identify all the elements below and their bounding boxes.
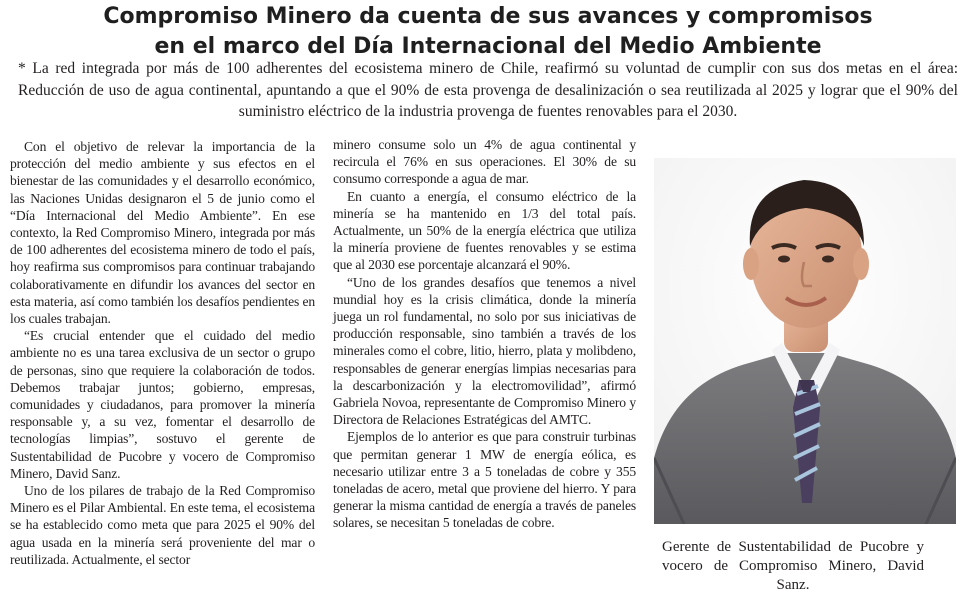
headline-line-1: Compromiso Minero da cuenta de sus avances y compromisos bbox=[103, 4, 873, 29]
column1-paragraph-1: Con el objetivo de relevar la importancia de la protección del medio ambiente y sus efectos en el bienestar de las comunidades y el desarrollo económico, las Naciones Unidas designaron el 5 de junio como el “Día Internacional del Medio Ambiente”. En ese contexto, la Red Compromiso Minero, integrada por más de 100 adherentes del ecosistema minero de todo el país, hoy reafirma sus compromisos para continuar trabajando colaborativamente en difundir los avances del sector en esta materia, así como también los desafíos pendientes en los cuales trabajan. bbox=[10, 139, 315, 327]
article-column-1 bbox=[10, 138, 315, 568]
column2-paragraph-4: Ejemplos de lo anterior es que para construir turbinas que permitan generar 1 MW de energía eólica, es necesario utilizar entre 3 a 5 toneladas de cobre y 355 toneladas de acero, metal que proviene del hierro. Y para generar la misma cantidad de energía a través de paneles solares, se necesitan 5 toneladas de cobre. bbox=[333, 429, 636, 531]
column1-paragraph-2: “Es crucial entender que el cuidado del medio ambiente no es una tarea exclusiva de un sector o grupo de personas, sino que requiere la colaboración de todos. Debemos trabajar juntos; gobierno, empresas, comunidades y ciudadanos, para promover la minería responsable y, a su vez, fomentar el desarrollo de tecnologías limpias”, sostuvo el gerente de Sustentabilidad de Pucobre y vocero de Compromiso Minero, David Sanz. bbox=[10, 328, 315, 481]
headline bbox=[0, 2, 976, 62]
lead-paragraph: * La red integrada por más de 100 adherentes del ecosistema minero de Chile, reafirmó su voluntad de cumplir con sus dos metas en el área: Reducción de uso de agua continental, apuntando a que el 90% de esta provenga de desalinización o sea reutilizada al 2025 y lograr que el 90% del suministro eléctrico de la industria provenga de fuentes renovables para el 2030. bbox=[18, 60, 958, 120]
column1-paragraph-3: Uno de los pilares de trabajo de la Red Compromiso Minero es el Pilar Ambiental. En este tema, el ecosistema se ha establecido como meta que para 2025 el 90% del agua usada en la minería será proveniente del mar o reutilizada. Actualmente, el sector bbox=[10, 483, 315, 567]
article-column-2 bbox=[333, 136, 636, 532]
portrait-photo bbox=[654, 158, 956, 524]
photo-caption: Gerente de Sustentabilidad de Pucobre y vocero de Compromiso Minero, David Sanz. bbox=[662, 539, 924, 593]
column2-paragraph-3: “Uno de los grandes desafíos que tenemos a nivel mundial hoy es la crisis climática, donde la minería juega un rol fundamental, no solo por sus iniciativas de producción responsable, sino también a través de los minerales como el cobre, litio, hierro, plata y molibdeno, responsables de generar energías limpias necesarias para la descarbonización y la electromovilidad”, afirmó Gabriela Novoa, representante de Compromiso Minero y Directora de Relaciones Estratégicas del AMTC. bbox=[333, 274, 636, 428]
column2-paragraph-1: minero consume solo un 4% de agua continental y recircula el 76% en sus operaciones. El 30% de su consumo corresponde a agua de mar. bbox=[333, 137, 636, 187]
headline-line-2: en el marco del Día Internacional del Medio Ambiente bbox=[154, 34, 822, 59]
column2-paragraph-2: En cuanto a energía, el consumo eléctrico de la minería se ha mantenido en 1/3 del total país. Actualmente, un 50% de la energía eléctrica que utiliza la minería proviene de fuentes renovables y se estima que al 2030 ese porcentaje alcanzará el 90%. bbox=[333, 188, 636, 273]
